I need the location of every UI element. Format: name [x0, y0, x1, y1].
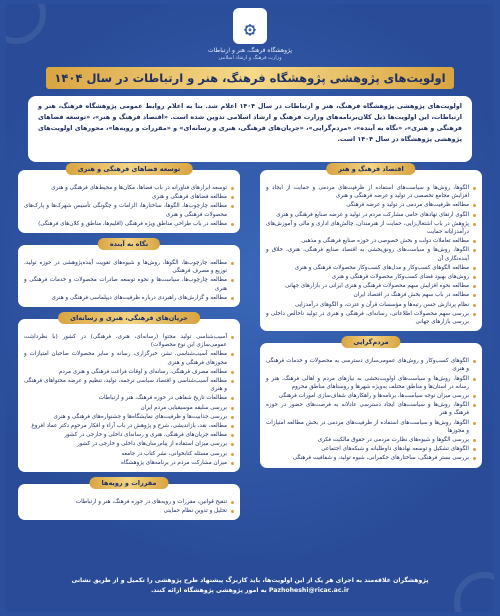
priority-box [18, 240, 240, 307]
priority-item: مطالعه مصرف فرهنگی، رسانه‌ای و اوقات فراغت فرهنگی و هنری مردم [24, 368, 234, 376]
priority-item: مطالعات تاریخ شفاهی در حوزه فرهنگ، هنر و ارتباطات [24, 394, 234, 402]
priority-item: بررسی سلیقه موسیقیایی مردم ایران [24, 404, 234, 412]
priority-box-title: جریان‌های فرهنگی، هنری و رسانه‌ای [58, 312, 200, 324]
priority-item: پژوهش در باب اشتغال‌زایی، حمایت از هنرمندان، چالش‌های اداری و مالی و آموزش‌های درآمدزایانه حمایت [266, 220, 476, 236]
priority-box-title: نگاه به آینده [98, 238, 160, 250]
priority-box [260, 165, 482, 331]
priority-box [18, 314, 240, 472]
priority-item: بررسی الگوها و شیوه‌های نظارت مردمی در حقوق مالکیت فکری [266, 436, 476, 444]
priority-box-title: اقتصاد فرهنگ و هنر [326, 163, 415, 175]
priority-list [266, 184, 476, 326]
org-name: پژوهشگاه فرهنگ، هنر و ارتباطات [207, 47, 293, 54]
priority-item: آسیب‌شناسی تولید محتوا (رسانه‌ای، هنری، فرهنگی) در کشور (با نظرداشت عمومی‌سازی این نوع محصولات) [24, 333, 234, 349]
poster [6, 4, 494, 612]
priority-item: مطالعه جریان‌های فرهنگی، هنری و رسانه‌ای داخلی و خارجی در کشور [24, 431, 234, 439]
header [6, 8, 494, 61]
priority-item: مطالعه، نقد، بازاندیشی، شرح و پژوهش در باب آراء و افکار مرحوم دکتر عماد افروغ [24, 422, 234, 430]
priority-item: تحلیل و تدوین نظام حمایتی [24, 507, 234, 515]
priority-item: بررسی سهم محصولات اطلاعاتی، رسانه‌ای، فرهنگی و هنری در تولید ناخالص داخلی و بررسی بازارهای جهانی [266, 310, 476, 326]
priority-item: مطالعه چارچوب‌ها، الگوها، ساختارها، الزامات و چگونگی تأسیس شهرک‌ها و پارک‌های محصولات فرهنگی و هنری [24, 202, 234, 218]
priority-item: الگوهای کسب‌وکار و روش‌های عمومی‌سازی دسترسی به محصولات و خدمات فرهنگی و هنری [266, 357, 476, 373]
priority-list [24, 259, 234, 302]
priority-item: مطالعه تعاملات دولت و بخش خصوصی در حوزه صنایع فرهنگی و مذهبی [266, 237, 476, 245]
priority-item: مطالعه چارچوب‌ها، سیاست‌ها و نحوه توسعه صادرات محصولات و خدمات فرهنگی و هنری [24, 276, 234, 292]
priority-box [260, 338, 482, 467]
org-subtitle: وزارت فرهنگ و ارشاد اسلامی [218, 55, 282, 61]
priority-item: تنقیح قوانین، مقررات و رویه‌های در حوزه فرهنگ، هنر و ارتباطات [24, 498, 234, 506]
priority-item: مطالعه چارچوب‌ها، الگوها، روش‌ها و شیوه‌های تقویت آینده‌پژوهشی در حوزه تولید، توزیع و مصرف فرهنگی [24, 259, 234, 275]
priority-item: بررسی بستر فرهنگی، ساختارهای حکمرانی، شیوه‌ تولید، و شفافیت فرهنگی [266, 454, 476, 462]
priority-item: نظام پردازش حسن رتبه‌ها و مؤسسات قرآن و عترت، و الگوهای درآمدزایی [266, 301, 476, 309]
priority-item: الگوهای تشکیل و توسعه نهادهای داوطلبانه و شبکه‌های اجتماعی [266, 445, 476, 453]
priority-list [24, 333, 234, 467]
priority-item: مطالعه آسیب‌شناسی و اقتصاد سیاسی ترجمه، تولید، تنظیم و عرضه محتواهای فرهنگی و هنری [24, 377, 234, 393]
priority-box-title: مقررات و رویه‌ها [90, 477, 169, 489]
priority-item: الگوها، روش‌ها و سیاست‌های استفاده از ظرفیت‌های مردمی و حمایت از ایجاد و افزایش مجامع تخصصی در تولید و عرضه فرهنگی و هنری [266, 184, 476, 200]
priority-item: مطالعه فضاهای فرهنگی و هنری [24, 193, 234, 201]
priority-item: مطالعه آسیب‌شناسی، نشر، خبرگزاری، رسانه و سایر محصولات صاحبان امتیازات و مجوزهای فرهنگی و هنری [24, 350, 234, 366]
priority-item: میزان مشارکت مردم در برنامه‌های پژوهشگاه [24, 459, 234, 467]
priority-item: مطالعه نحوه افزایش سهم محصولات فرهنگی و هنری ایرانی در بازارهای جهانی [266, 282, 476, 290]
institute-logo-icon: ۞ [233, 8, 267, 44]
priority-item: الگوها، روش‌ها و سیاست‌های استفاده از ظرفیت‌های مردمی در بخش مطالعه امتیازات و مجوزها [266, 419, 476, 435]
right-column [260, 165, 482, 480]
intro-paragraph: اولویت‌های پژوهشی پژوهشگاه فرهنگ، هنر و ارتباطات در سال ۱۴۰۴ اعلام شد. بنا به اعلام روابط عمومی پژوهشگاه فرهنگ، هنر و ارتباطات، این اولویت‌ها ذیل کلان‌برنامه‌های وزارت فرهنگ و ارشاد اسلامی تدوین شده است. «اقتصاد فرهنگ و هنر»، «توسعه فضاهای فرهنگی و هنری»، «نگاه به آینده»، «مردم‌گرایی»، «جریان‌های فرهنگی، هنری و رسانه‌ای» و «مقررات و رویه‌ها»، محورهای اولویت‌های پژوهشی پژوهشگاه در سال ۱۴۰۴ است. [28, 96, 472, 162]
priority-list [24, 498, 234, 515]
footer [22, 576, 478, 606]
priority-list [24, 184, 234, 228]
priority-box [18, 479, 240, 520]
priority-item: مطالعه و گزارش‌های راهبردی درباره ظرفیت‌های دیپلماسی فرهنگی و هنری [24, 294, 234, 302]
priority-item: بررسی میزان توجه سیاست‌ها، برنامه‌ها و راهکارهای شفاف‌سازی امورات فرهنگی [266, 392, 476, 400]
priority-item: مطالعه الگوهای کسب‌وکار و مدل‌های کسب‌وکار محصولات فرهنگی و هنری [266, 264, 476, 272]
priority-item: بررسی مسئله کتابخوانی، نشر کتاب در جامعه [24, 450, 234, 458]
priority-item: الگوها، روش‌ها و سیاست‌های ایجاد دسترسی عادلانه به فرصت‌های حضور در حوزه فرهنگ و هنر [266, 401, 476, 417]
priority-box-title: توسعه فضاهای فرهنگی و هنری [66, 163, 193, 175]
priority-item: الگوی ارتقای نهادهای حامی مشارکت مردم در تولید و عرضه صنایع فرهنگی و هنری [266, 211, 476, 219]
priority-list [266, 357, 476, 462]
priority-item: توسعه ابزارهای فناورانه در باب فضاها، مکان‌ها و محیط‌های فرهنگی و هنری [24, 184, 234, 192]
priority-item: بررسی جذابیت‌ها و ظرفیت‌های نمایشگاه‌ها و جشنواره‌های فرهنگی و هنری [24, 413, 234, 421]
priority-item: الگوها، روش‌ها و سیاست‌های رونق‌بخشی به اقتصاد صنایع فرهنگی، هنری، خلاق و آینده‌نگاری آن [266, 246, 476, 262]
priority-item: بررسی میزان استفاده از پیام‌رسان‌های داخلی و خارجی در کشور [24, 440, 234, 448]
priority-item: مطالعه در باب طراحی مناطق ویژه فرهنگی (اقلیم‌ها، مناطق و کلان‌های فرهنگی) [24, 220, 234, 228]
priority-item: مطالعه در باب سهم بخش فرهنگ در اقتصاد ایران [266, 291, 476, 299]
priority-box-title: مردم‌گرایی [341, 336, 400, 348]
footer-line-1: پژوهشگران علاقه‌مند به اجرای هر یک از این اولویت‌ها، باید کاربرگ پیشنهاد طرح پژوهشی را تکمیل و از طریق نشانی [71, 577, 429, 584]
priority-box [18, 165, 240, 233]
left-column [18, 165, 240, 532]
priority-item: مطالعه ظرفیت‌های مردمی در تولید و عرضه فرهنگی [266, 201, 476, 209]
priority-item: روش‌های بهبود فضای کسب‌وکار محصولات فرهنگی و هنری [266, 273, 476, 281]
priority-item: الگوها، روش‌ها و سیاست‌های اولویت‌بخشی به نیازهای مردم و اهالی فرهنگ، هنر و رسانه در استان‌ها و مناطق مختلف به‌ویژه شهرها و روستاهای مناطق محروم [266, 375, 476, 391]
page-title: اولویت‌های پژوهشی پژوهشگاه فرهنگ، هنر و ارتباطات در سال ۱۴۰۴ [46, 67, 454, 89]
footer-line-2: Pazhoheshi@ricac.ac.ir به امور پژوهشی پژوهشگاه ارائه کنند. [150, 587, 350, 594]
